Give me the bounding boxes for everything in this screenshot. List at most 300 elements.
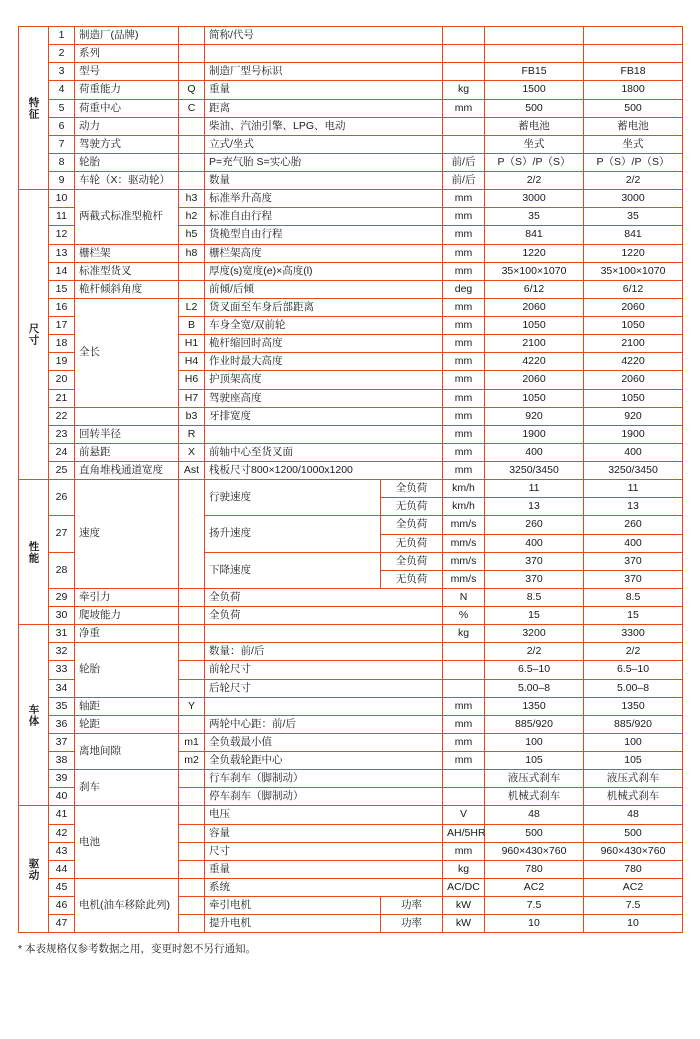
table-row (19, 625, 683, 643)
row-value-2: 500 (584, 99, 683, 117)
row-symbol (179, 625, 205, 643)
group-label-body: 车体 (19, 625, 49, 806)
row-value-1: 1050 (485, 389, 584, 407)
row-value-1: 500 (485, 824, 584, 842)
row-unit: % (443, 607, 485, 625)
table-row (19, 425, 683, 443)
row-unit: mm/s (443, 552, 485, 570)
row-unit (443, 27, 485, 45)
row-description: 两轮中心距：前/后 (205, 715, 443, 733)
row-subcondition: 无负荷 (381, 498, 443, 516)
row-unit: mm (443, 353, 485, 371)
row-value-2: 13 (584, 498, 683, 516)
row-value-2: 6.5–10 (584, 661, 683, 679)
row-value-1: 液压式刹车 (485, 770, 584, 788)
row-value-1: 15 (485, 607, 584, 625)
row-subcondition: 功率 (381, 915, 443, 933)
row-symbol: Ast (179, 462, 205, 480)
row-symbol (179, 480, 205, 589)
row-name: 净重 (75, 625, 179, 643)
row-value-1: 1350 (485, 697, 584, 715)
table-row (19, 878, 683, 896)
row-unit: mm (443, 733, 485, 751)
table-row (19, 45, 683, 63)
table-row (19, 99, 683, 117)
row-subcondition: 全负荷 (381, 516, 443, 534)
row-unit: mm (443, 752, 485, 770)
row-number: 42 (49, 824, 75, 842)
row-name: 荷重能力 (75, 81, 179, 99)
row-symbol (179, 172, 205, 190)
row-value-1: 2060 (485, 371, 584, 389)
row-value-1: 蓄电池 (485, 117, 584, 135)
row-description: 前轴中心至货叉面 (205, 443, 443, 461)
row-unit: km/h (443, 498, 485, 516)
table-row (19, 63, 683, 81)
group-label-performance: 性能 (19, 480, 49, 625)
row-value-1: 100 (485, 733, 584, 751)
row-number: 1 (49, 27, 75, 45)
row-description (205, 45, 443, 63)
row-name: 轮胎 (75, 153, 179, 171)
row-name: 两截式标准型桅杆 (75, 190, 179, 244)
row-symbol: Q (179, 81, 205, 99)
row-number: 34 (49, 679, 75, 697)
row-unit (443, 135, 485, 153)
row-unit (443, 661, 485, 679)
row-name: 前悬距 (75, 443, 179, 461)
row-subcondition: 全负荷 (381, 480, 443, 498)
row-unit: mm/s (443, 516, 485, 534)
row-name: 轴距 (75, 697, 179, 715)
row-name: 车轮（X：驱动轮） (75, 172, 179, 190)
row-description: 栅栏架高度 (205, 244, 443, 262)
row-value-2: 400 (584, 534, 683, 552)
table-row (19, 81, 683, 99)
row-description: 数量：前/后 (205, 643, 443, 661)
row-description: 前倾/后倾 (205, 280, 443, 298)
row-value-2: 15 (584, 607, 683, 625)
row-value-1: 2/2 (485, 172, 584, 190)
row-number: 7 (49, 135, 75, 153)
row-unit: mm (443, 443, 485, 461)
row-description (205, 425, 443, 443)
row-name: 系列 (75, 45, 179, 63)
row-description: 护顶架高度 (205, 371, 443, 389)
row-unit: kg (443, 625, 485, 643)
row-unit: mm (443, 298, 485, 316)
row-value-2: 1350 (584, 697, 683, 715)
row-description: 全负载轮距中心 (205, 752, 443, 770)
row-symbol (179, 153, 205, 171)
row-symbol (179, 45, 205, 63)
row-description: 驾驶座高度 (205, 389, 443, 407)
row-value-1: 3000 (485, 190, 584, 208)
row-subcondition: 全负荷 (381, 552, 443, 570)
row-number: 26 (49, 480, 75, 516)
row-unit: mm (443, 317, 485, 335)
row-unit (443, 117, 485, 135)
row-subcondition: 无负荷 (381, 570, 443, 588)
row-unit: deg (443, 280, 485, 298)
row-value-2: 960×430×760 (584, 842, 683, 860)
row-unit: mm (443, 462, 485, 480)
row-value-2: 7.5 (584, 897, 683, 915)
row-unit (443, 63, 485, 81)
row-value-1: 370 (485, 552, 584, 570)
row-symbol (179, 842, 205, 860)
row-description: 电压 (205, 806, 443, 824)
row-unit: mm (443, 407, 485, 425)
row-symbol (179, 788, 205, 806)
row-symbol (179, 661, 205, 679)
row-number: 38 (49, 752, 75, 770)
row-number: 18 (49, 335, 75, 353)
table-row (19, 607, 683, 625)
row-name: 离地间隙 (75, 733, 179, 769)
row-value-2: 1050 (584, 389, 683, 407)
row-name: 轮胎 (75, 643, 179, 697)
row-value-2: 2060 (584, 371, 683, 389)
row-description: 全负荷 (205, 588, 443, 606)
table-row (19, 407, 683, 425)
row-name: 牵引力 (75, 588, 179, 606)
row-number: 35 (49, 697, 75, 715)
row-symbol: H6 (179, 371, 205, 389)
table-row (19, 244, 683, 262)
row-value-1: 2100 (485, 335, 584, 353)
row-description: 行车刹车（脚制动） (205, 770, 443, 788)
row-number: 29 (49, 588, 75, 606)
row-unit (443, 45, 485, 63)
row-value-2 (584, 45, 683, 63)
row-name: 全长 (75, 298, 179, 407)
row-subcondition: 无负荷 (381, 534, 443, 552)
row-symbol: m1 (179, 733, 205, 751)
row-name: 电机(油车移除此列) (75, 878, 179, 932)
row-value-2: 3250/3450 (584, 462, 683, 480)
row-name: 荷重中心 (75, 99, 179, 117)
table-row (19, 715, 683, 733)
row-value-1: 10 (485, 915, 584, 933)
row-unit (443, 643, 485, 661)
row-description: 全负荷 (205, 607, 443, 625)
row-symbol: m2 (179, 752, 205, 770)
row-unit: km/h (443, 480, 485, 498)
row-value-1: 6.5–10 (485, 661, 584, 679)
row-name (75, 407, 179, 425)
row-value-2: 4220 (584, 353, 683, 371)
row-unit: mm/s (443, 534, 485, 552)
row-symbol (179, 770, 205, 788)
row-value-2: 3000 (584, 190, 683, 208)
row-number: 43 (49, 842, 75, 860)
row-unit: AH/5HR (443, 824, 485, 842)
row-description: 栈板尺寸800×1200/1000x1200 (205, 462, 443, 480)
row-value-2: 400 (584, 443, 683, 461)
row-unit (443, 788, 485, 806)
row-name: 爬坡能力 (75, 607, 179, 625)
row-value-2: 机械式刹车 (584, 788, 683, 806)
row-description: 桅杆缩回时高度 (205, 335, 443, 353)
row-number: 19 (49, 353, 75, 371)
table-row (19, 280, 683, 298)
row-symbol (179, 27, 205, 45)
row-value-1: 260 (485, 516, 584, 534)
row-value-1: 500 (485, 99, 584, 117)
row-description: 全负载最小值 (205, 733, 443, 751)
row-symbol (179, 117, 205, 135)
row-value-2: 8.5 (584, 588, 683, 606)
row-unit: kW (443, 915, 485, 933)
row-number: 27 (49, 516, 75, 552)
row-value-2 (584, 27, 683, 45)
row-name: 型号 (75, 63, 179, 81)
row-value-2: 坐式 (584, 135, 683, 153)
row-description: 停车刹车（脚制动） (205, 788, 443, 806)
row-symbol: h5 (179, 226, 205, 244)
row-symbol (179, 262, 205, 280)
row-description: 货叉面至车身后部距离 (205, 298, 443, 316)
table-row (19, 262, 683, 280)
row-value-2: 3300 (584, 625, 683, 643)
row-value-2: P（S）/P（S） (584, 153, 683, 171)
row-number: 32 (49, 643, 75, 661)
row-number: 33 (49, 661, 75, 679)
row-description: 厚度(s)宽度(e)×高度(l) (205, 262, 443, 280)
table-row (19, 770, 683, 788)
row-description: 标准自由行程 (205, 208, 443, 226)
row-description: 制造厂型号标识 (205, 63, 443, 81)
row-symbol (179, 607, 205, 625)
row-unit: 前/后 (443, 153, 485, 171)
row-symbol: b3 (179, 407, 205, 425)
row-unit: mm (443, 262, 485, 280)
row-unit: mm (443, 99, 485, 117)
row-name: 速度 (75, 480, 179, 589)
row-symbol: B (179, 317, 205, 335)
row-name: 桅杆倾斜角度 (75, 280, 179, 298)
row-symbol: H1 (179, 335, 205, 353)
row-value-1 (485, 27, 584, 45)
row-unit: mm (443, 425, 485, 443)
row-value-1: 机械式刹车 (485, 788, 584, 806)
table-row (19, 443, 683, 461)
row-value-1: FB15 (485, 63, 584, 81)
row-unit: kg (443, 81, 485, 99)
row-number: 2 (49, 45, 75, 63)
row-unit: mm (443, 715, 485, 733)
row-symbol (179, 715, 205, 733)
row-value-1: 6/12 (485, 280, 584, 298)
row-name: 栅栏架 (75, 244, 179, 262)
row-number: 22 (49, 407, 75, 425)
table-row (19, 806, 683, 824)
row-unit: mm (443, 226, 485, 244)
row-value-1: 370 (485, 570, 584, 588)
row-name: 标准型货叉 (75, 262, 179, 280)
row-number: 47 (49, 915, 75, 933)
row-name: 驾驶方式 (75, 135, 179, 153)
row-symbol (179, 63, 205, 81)
row-number: 37 (49, 733, 75, 751)
row-value-1: 400 (485, 534, 584, 552)
row-number: 39 (49, 770, 75, 788)
footnote: * 本表规格仅参考数据之用，变更时恕不另行通知。 (18, 943, 257, 956)
row-value-1: 1500 (485, 81, 584, 99)
row-value-2: 105 (584, 752, 683, 770)
row-number: 15 (49, 280, 75, 298)
row-symbol: C (179, 99, 205, 117)
row-description: 距离 (205, 99, 443, 117)
row-number: 12 (49, 226, 75, 244)
row-number: 5 (49, 99, 75, 117)
row-unit: mm (443, 842, 485, 860)
row-number: 16 (49, 298, 75, 316)
table-row (19, 117, 683, 135)
row-value-2: 6/12 (584, 280, 683, 298)
table-row (19, 480, 683, 498)
group-label-size: 尺寸 (19, 190, 49, 480)
row-symbol (179, 679, 205, 697)
row-value-1: 5.00–8 (485, 679, 584, 697)
row-description: 系统 (205, 878, 443, 896)
row-number: 13 (49, 244, 75, 262)
row-description: 扬升速度 (205, 516, 381, 552)
row-number: 21 (49, 389, 75, 407)
table-body (19, 27, 683, 933)
row-value-1: 2/2 (485, 643, 584, 661)
row-symbol (179, 135, 205, 153)
row-symbol (179, 588, 205, 606)
row-unit: mm/s (443, 570, 485, 588)
row-description: 柴油、汽油引擎、LPG、电动 (205, 117, 443, 135)
table-row (19, 733, 683, 751)
table-row (19, 172, 683, 190)
table-row (19, 643, 683, 661)
row-symbol: h8 (179, 244, 205, 262)
row-value-2: 35 (584, 208, 683, 226)
row-number: 28 (49, 552, 75, 588)
row-symbol (179, 280, 205, 298)
row-value-1: 1220 (485, 244, 584, 262)
row-value-1: 35 (485, 208, 584, 226)
row-name: 电池 (75, 806, 179, 879)
row-symbol: Y (179, 697, 205, 715)
row-number: 45 (49, 878, 75, 896)
row-name: 回转半径 (75, 425, 179, 443)
row-unit: 前/后 (443, 172, 485, 190)
group-label-drive: 驱动 (19, 806, 49, 933)
row-number: 4 (49, 81, 75, 99)
row-number: 3 (49, 63, 75, 81)
row-description: P=充气胎 S=实心胎 (205, 153, 443, 171)
row-number: 17 (49, 317, 75, 335)
row-symbol (179, 806, 205, 824)
row-number: 8 (49, 153, 75, 171)
row-symbol: X (179, 443, 205, 461)
row-value-2: 370 (584, 552, 683, 570)
row-value-2: 1800 (584, 81, 683, 99)
row-number: 30 (49, 607, 75, 625)
row-description: 标准举升高度 (205, 190, 443, 208)
row-value-2: 48 (584, 806, 683, 824)
row-unit: mm (443, 208, 485, 226)
row-description: 提升电机 (205, 915, 381, 933)
row-unit: kW (443, 897, 485, 915)
row-unit: mm (443, 697, 485, 715)
table-row (19, 190, 683, 208)
row-number: 9 (49, 172, 75, 190)
row-value-2: 1220 (584, 244, 683, 262)
row-description: 下降速度 (205, 552, 381, 588)
row-value-1: 920 (485, 407, 584, 425)
row-symbol (179, 824, 205, 842)
row-symbol: L2 (179, 298, 205, 316)
row-symbol: H4 (179, 353, 205, 371)
row-number: 10 (49, 190, 75, 208)
row-number: 24 (49, 443, 75, 461)
row-value-2: 2060 (584, 298, 683, 316)
row-value-2: AC2 (584, 878, 683, 896)
row-symbol (179, 643, 205, 661)
row-unit: N (443, 588, 485, 606)
row-number: 6 (49, 117, 75, 135)
row-value-2: 2/2 (584, 172, 683, 190)
row-symbol: h3 (179, 190, 205, 208)
row-description: 立式/坐式 (205, 135, 443, 153)
row-description (205, 625, 443, 643)
row-description: 尺寸 (205, 842, 443, 860)
row-value-2: 780 (584, 860, 683, 878)
row-number: 44 (49, 860, 75, 878)
row-value-2: 260 (584, 516, 683, 534)
row-value-2: 841 (584, 226, 683, 244)
row-value-1: 35×100×1070 (485, 262, 584, 280)
row-number: 40 (49, 788, 75, 806)
row-value-1: AC2 (485, 878, 584, 896)
row-value-1: 48 (485, 806, 584, 824)
row-value-2: 1900 (584, 425, 683, 443)
row-unit (443, 770, 485, 788)
row-value-1: 400 (485, 443, 584, 461)
row-value-2: 100 (584, 733, 683, 751)
table-row (19, 135, 683, 153)
row-number: 14 (49, 262, 75, 280)
row-value-2: 1050 (584, 317, 683, 335)
row-symbol (179, 860, 205, 878)
row-number: 46 (49, 897, 75, 915)
row-subcondition: 功率 (381, 897, 443, 915)
row-number: 23 (49, 425, 75, 443)
row-value-2: 920 (584, 407, 683, 425)
row-name: 动力 (75, 117, 179, 135)
row-value-1: 105 (485, 752, 584, 770)
row-value-2: 370 (584, 570, 683, 588)
row-unit: V (443, 806, 485, 824)
row-value-1: 7.5 (485, 897, 584, 915)
specification-table (18, 26, 683, 933)
row-number: 25 (49, 462, 75, 480)
row-unit: mm (443, 335, 485, 353)
row-value-1: 3250/3450 (485, 462, 584, 480)
row-value-2: 蓄电池 (584, 117, 683, 135)
table-row (19, 462, 683, 480)
row-value-1: 坐式 (485, 135, 584, 153)
row-value-2: 500 (584, 824, 683, 842)
row-value-1: 3200 (485, 625, 584, 643)
row-description: 牵引电机 (205, 897, 381, 915)
